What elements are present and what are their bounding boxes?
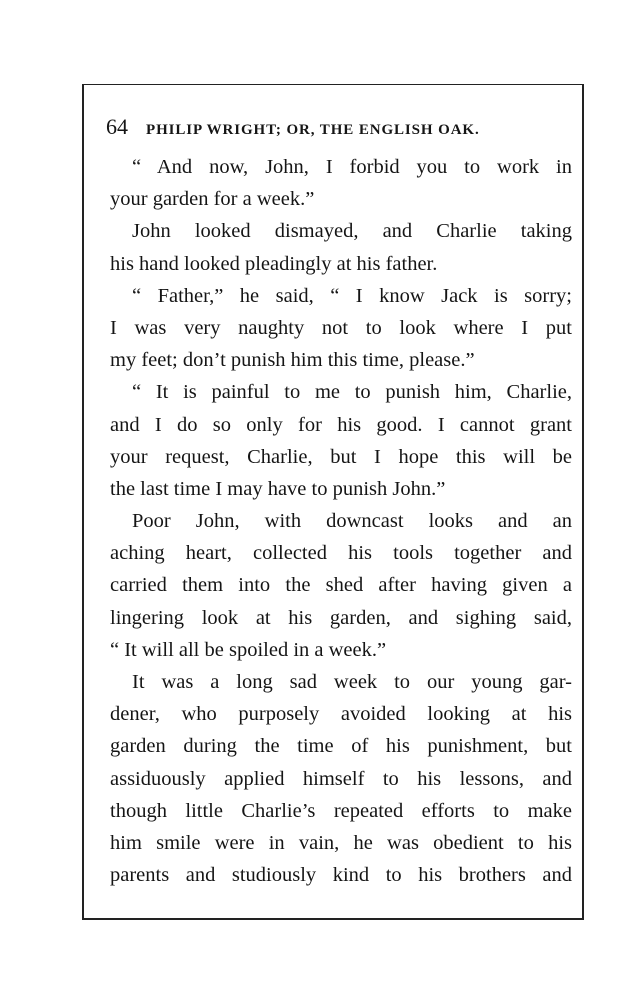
text-line: Poor John, with downcast looks and an xyxy=(132,510,572,533)
text-line: “ Father,” he said, “ I know Jack is sorry; xyxy=(132,284,572,307)
page-header xyxy=(106,114,576,144)
text-line: him smile were in vain, he was obedient to his xyxy=(110,831,572,854)
text-line: the last time I may have to punish John.” xyxy=(110,477,446,500)
running-title: PHILIP WRIGHT; OR, THE ENGLISH OAK. xyxy=(146,122,480,138)
page-number: 64 xyxy=(106,114,128,139)
text-line: “ It is painful to me to punish him, Charlie, xyxy=(132,381,572,404)
text-line: parents and studiously kind to his brothers and xyxy=(110,864,572,887)
text-line: lingering look at his garden, and sighing said, xyxy=(110,606,572,629)
text-line: dener, who purposely avoided looking at his xyxy=(110,703,572,726)
text-line: his hand looked pleadingly at his father. xyxy=(110,252,438,275)
text-line: aching heart, collected his tools together and xyxy=(110,542,572,565)
text-line: “ And now, John, I forbid you to work in xyxy=(132,156,572,178)
text-line: John looked dismayed, and Charlie taking xyxy=(132,220,572,243)
text-line: “ It will all be spoiled in a week.” xyxy=(110,638,387,661)
text-line: my feet; don’t punish him this time, please.” xyxy=(110,349,475,372)
text-line: though little Charlie’s repeated efforts to make xyxy=(110,799,572,822)
text-line: It was a long sad week to our young gar- xyxy=(132,671,572,693)
text-line: I was very naughty not to look where I put xyxy=(110,316,572,339)
text-line: your request, Charlie, but I hope this will be xyxy=(110,445,572,468)
text-line: assiduously applied himself to his lessons, and xyxy=(110,767,572,790)
text-line: and I do so only for his good. I cannot grant xyxy=(110,413,572,436)
text-line: garden during the time of his punishment, but xyxy=(110,735,572,758)
body-text xyxy=(110,151,572,891)
text-line: your garden for a week.” xyxy=(110,188,315,211)
text-line: carried them into the shed after having given a xyxy=(110,574,572,597)
